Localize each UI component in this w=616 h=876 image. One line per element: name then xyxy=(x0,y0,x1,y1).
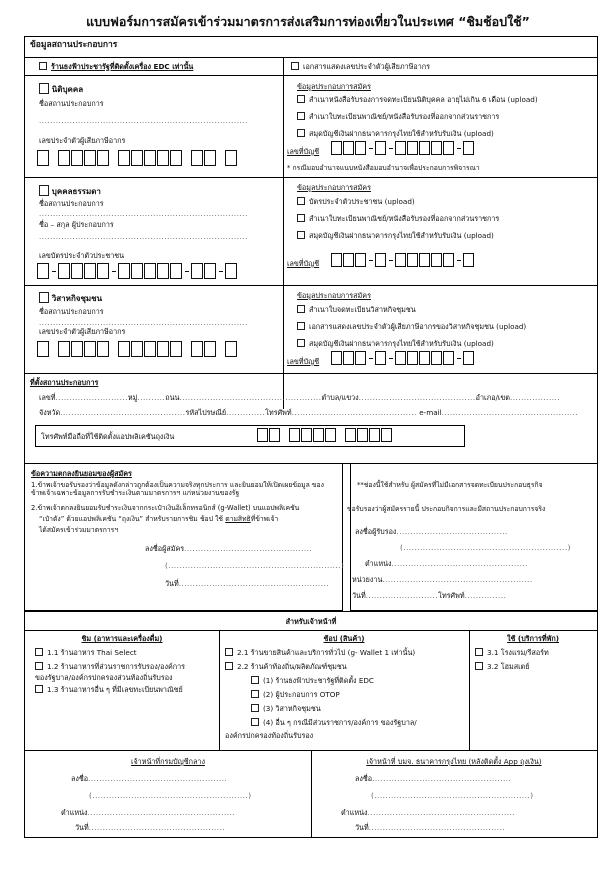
certifier-name-field[interactable]: (...........................................................) xyxy=(400,543,571,552)
subdistrict-label: ตำบล/แขวง xyxy=(321,393,359,402)
item-label: สำเนาใบทะเบียนพาณิชย์/หนังสือรับรองที่ออกจากส่วนราชการ xyxy=(309,214,500,223)
consent-item-2b xyxy=(39,515,278,523)
checkbox[interactable] xyxy=(297,322,305,330)
sign-label: ลงชื่อผู้สมัคร xyxy=(145,544,185,553)
sign-label: ลงชื่อผู้รับรอง xyxy=(355,527,397,536)
item-label: สมุดบัญชีเงินฝากธนาคารกรุงไทยใช้สำหรับรับเงิน (upload) xyxy=(309,129,494,138)
date-label: วันที่ xyxy=(352,591,366,600)
item-label: สมุดบัญชีเงินฝากธนาคารกรุงไทยใช้สำหรับรับเงิน (upload) xyxy=(309,231,494,240)
checkbox[interactable] xyxy=(297,197,305,205)
checkbox[interactable] xyxy=(39,292,49,303)
form-frame xyxy=(24,36,598,838)
checkbox[interactable] xyxy=(39,62,47,70)
item-label: (4) อื่น ๆ กรณีมีส่วนราชการ/องค์การ ของรัฐบาล/ xyxy=(263,718,417,727)
individual-name-label: ชื่อสถานประกอบการ xyxy=(39,199,104,208)
address-row-2[interactable]: จังหวัด.............................................รหัสไปรษณีย์..............โทรศัพท์............................................. e-mail................................................. xyxy=(39,408,579,417)
cgd-name-field[interactable]: (........................................................) xyxy=(89,791,252,800)
checkbox[interactable] xyxy=(251,718,259,726)
position-label: ตำแหน่ง xyxy=(61,808,88,817)
position-label: ตำแหน่ง xyxy=(365,559,392,568)
certifier-note-1: **ช่องนี้ใช้สำหรับ ผู้สมัครที่ไม่มีเอกสารจดทะเบียนประกอบธุรกิจ xyxy=(357,481,543,489)
checkbox[interactable] xyxy=(35,685,43,693)
juristic-account-boxes[interactable] xyxy=(331,141,475,155)
address-row-1[interactable]: เลขที่..........................หมู่..........ถนน...................................................ตำบล/แขวง..........................................อำเภอ/เขต.................. xyxy=(39,393,561,402)
individual-owner-label: ชื่อ – สกุล ผู้ประกอบการ xyxy=(39,220,114,229)
cgd-date[interactable]: วันที่................................................. xyxy=(75,823,226,832)
individual-id-label: เลขบัตรประจำตัวประชาชน xyxy=(39,251,125,260)
individual-owner-field[interactable]: ........................................................................... xyxy=(39,232,248,241)
option-label: เอกสารแสดงเลขประจำตัวผู้เสียภาษีอากร xyxy=(303,62,430,71)
juristic-reg-item[interactable] xyxy=(297,129,494,138)
checkbox[interactable] xyxy=(291,62,299,70)
individual-reg-title: ข้อมูลประกอบการสมัคร xyxy=(297,183,371,192)
mobile-phone-label: โทรศัพท์มือถือที่ใช้ติดตั้งแอปพลิเคชันถุงเงิน xyxy=(41,432,175,441)
date-label: วันที่ xyxy=(165,579,179,588)
option-tax-doc[interactable] xyxy=(291,62,430,71)
divider xyxy=(25,285,597,286)
divider xyxy=(219,630,220,750)
individual-reg-item[interactable] xyxy=(297,197,415,206)
house-no-label: เลขที่ xyxy=(39,393,56,402)
divider xyxy=(25,75,597,76)
use-item[interactable] xyxy=(475,648,549,657)
applicant-name-field[interactable]: (..............................................................) xyxy=(165,561,345,570)
option-label: ร้านธงฟ้าประชารัฐที่ติดตั้งเครื่อง EDC เท่านั้น xyxy=(51,62,194,71)
juristic-reg-title: ข้อมูลประกอบการสมัคร xyxy=(297,82,371,91)
ktb-officer-title: เจ้าหน้าที่ บมจ. ธนาคารกรุงไทย (หลังติดตั้ง App ถุงเงิน) xyxy=(366,757,542,766)
shop-sub-item[interactable] xyxy=(251,676,374,685)
community-name-label: ชื่อสถานประกอบการ xyxy=(39,307,104,316)
shop-sub-item[interactable] xyxy=(251,690,340,699)
checkbox[interactable] xyxy=(251,690,259,698)
officer-title: สำหรับเจ้าหน้าที่ xyxy=(285,617,337,626)
col-use-title: ใช้ (บริการที่พัก) xyxy=(507,634,559,643)
individual-name-field[interactable]: ........................................................................... xyxy=(39,209,248,218)
juristic-name-field[interactable]: ........................................................................... xyxy=(39,116,248,125)
checkbox[interactable] xyxy=(297,112,305,120)
address-title: ที่ตั้งสถานประกอบการ xyxy=(30,378,99,387)
checkbox[interactable] xyxy=(39,185,49,196)
community-account-label: เลขที่บัญชี xyxy=(287,357,320,366)
checkbox[interactable] xyxy=(35,648,43,656)
checkbox[interactable] xyxy=(297,214,305,222)
individual-title: บุคคลธรรมดา xyxy=(51,187,101,196)
email-label: e-mail xyxy=(419,408,442,417)
divider xyxy=(25,630,597,631)
ktb-name-field[interactable]: (........................................................) xyxy=(371,791,534,800)
sign-label: ลงชื่อ xyxy=(71,774,89,783)
certifier-date[interactable]: วันที่..........................โทรศัพท์............... xyxy=(352,591,507,600)
cgd-position[interactable]: ตำแหน่ง..................................................... xyxy=(61,808,236,817)
community-reg-item[interactable] xyxy=(297,339,494,348)
cgd-sign[interactable]: ลงชื่อ.................................................. xyxy=(71,774,228,783)
chim-item[interactable] xyxy=(35,648,137,657)
checkbox[interactable] xyxy=(297,95,305,103)
juristic-title: นิติบุคคล xyxy=(51,85,84,94)
checkbox[interactable] xyxy=(251,676,259,684)
phone-label: โทรศัพท์ xyxy=(438,591,465,600)
juristic-reg-item[interactable] xyxy=(297,95,538,104)
checkbox[interactable] xyxy=(475,662,483,670)
phone-label: โทรศัพท์ xyxy=(265,408,292,417)
chim-item-cont: ของรัฐบาล/องค์กรปกครองส่วนท้องถิ่นรับรอง xyxy=(35,673,173,682)
chim-item[interactable] xyxy=(35,662,185,671)
juristic-tax-label: เลขประจำตัวผู้เสียภาษีอากร xyxy=(39,136,126,145)
divider xyxy=(25,373,597,374)
item-label: (1) ร้านธงฟ้าประชารัฐที่ติดตั้ง EDC xyxy=(263,676,374,685)
divider xyxy=(25,57,597,58)
province-label: จังหวัด xyxy=(39,408,61,417)
checkbox[interactable] xyxy=(297,305,305,313)
certifier-note-2: ขอรับรองว่าผู้สมัครรายนี้ ประกอบกิจการและมีสถานประกอบการจริง xyxy=(347,505,546,513)
postcode-label: รหัสไปรษณีย์ xyxy=(185,408,227,417)
consent-text: “เป๋าตัง” ด้วยแอปพลิเคชัน “ถุงเงิน” สำหรับรายการชิม ช้อป ใช้ xyxy=(39,515,224,523)
item-label: เอกสารแสดงเลขประจำตัวผู้เสียภาษีอากรของวิสาหกิจชุมชน (upload) xyxy=(309,322,527,331)
date-label: วันที่ xyxy=(355,823,369,832)
community-reg-title: ข้อมูลประกอบการสมัคร xyxy=(297,291,371,300)
individual-account-boxes[interactable] xyxy=(331,253,475,267)
item-label: สมุดบัญชีเงินฝากธนาคารกรุงไทยใช้สำหรับรับเงิน (upload) xyxy=(309,339,494,348)
certifier-sign[interactable]: ลงชื่อผู้รับรอง........................................ xyxy=(355,527,508,536)
district-label: อำเภอ/เขต xyxy=(475,393,510,402)
checkbox[interactable] xyxy=(297,339,305,347)
item-label: 1.3 ร้านอาหารอื่น ๆ ที่มีเลขทะเบียนพาณิชย์ xyxy=(47,685,183,694)
certifier-agency[interactable]: หน่วยงาน...................................................... xyxy=(352,575,533,584)
use-item[interactable] xyxy=(475,662,529,671)
item-label: สำเนาใบจดทะเบียนวิสาหกิจชุมชน xyxy=(309,305,416,314)
option-blue-flag-shop[interactable] xyxy=(39,62,193,71)
moo-label: หมู่ xyxy=(127,393,138,402)
community-title: วิสาหกิจชุมชน xyxy=(51,294,103,303)
checkbox[interactable] xyxy=(39,83,49,94)
juristic-tax-id-boxes[interactable] xyxy=(37,150,238,166)
divider xyxy=(25,611,597,612)
shop-sub-item[interactable] xyxy=(251,704,321,713)
item-label: 2.2 ร้านค้าท้องถิ่น/ผลิตภัณฑ์ชุมชน xyxy=(237,662,347,671)
community-tax-id-boxes[interactable] xyxy=(37,341,238,357)
consent-item-2e: ได้สมัครเข้าร่วมมาตรการฯ xyxy=(39,526,119,534)
shop-item[interactable] xyxy=(225,648,415,657)
section-header: ข้อมูลสถานประกอบการ xyxy=(30,40,118,50)
divider xyxy=(469,630,470,750)
mobile-phone-boxes[interactable] xyxy=(257,428,393,442)
item-label: 3.1 โรงแรม/รีสอร์ท xyxy=(487,648,549,657)
item-label: สำเนาใบทะเบียนพาณิชย์/หนังสือรับรองที่ออกจากส่วนราชการ xyxy=(309,112,500,121)
certifier-position[interactable]: ตำแหน่ง................................................. xyxy=(365,559,528,568)
juristic-option[interactable] xyxy=(39,83,83,95)
shop-sub-item-cont: องค์กรปกครองท้องถิ่นรับรอง xyxy=(225,731,314,740)
community-tax-label: เลขประจำตัวผู้เสียภาษีอากร xyxy=(39,327,126,336)
form-title: แบบฟอร์มการสมัครเข้าร่วมมาตรการส่งเสริมการท่องเที่ยวในประเทศ “ชิมช้อปใช้” xyxy=(86,14,530,29)
divider xyxy=(283,75,284,409)
date-label: วันที่ xyxy=(75,823,89,832)
checkbox[interactable] xyxy=(35,662,43,670)
chim-item[interactable] xyxy=(35,685,183,694)
item-label: 2.1 ร้านขายสินค้าและบริการทั่วไป (g- Wallet 1 เท่านั้น) xyxy=(237,648,416,657)
road-label: ถนน xyxy=(165,393,180,402)
item-label: (3) วิสาหกิจชุมชน xyxy=(263,704,321,713)
shop-item[interactable] xyxy=(225,662,347,671)
agency-label: หน่วยงาน xyxy=(352,575,383,584)
shop-sub-item[interactable] xyxy=(251,718,417,727)
checkbox[interactable] xyxy=(475,648,483,656)
checkbox[interactable] xyxy=(297,231,305,239)
ktb-date[interactable]: วันที่................................................. xyxy=(355,823,506,832)
consent-text-underline: ตามสิทธิ xyxy=(225,515,251,523)
ktb-position[interactable]: ตำแหน่ง..................................................... xyxy=(341,808,516,817)
individual-option[interactable] xyxy=(39,185,101,197)
item-label: 3.2 โฮมสเตย์ xyxy=(487,662,530,671)
juristic-account-label: เลขที่บัญชี xyxy=(287,147,320,156)
item-label: 1.1 ร้านอาหาร Thai Select xyxy=(47,648,137,657)
col-chim-title: ชิม (อาหารและเครื่องดื่ม) xyxy=(81,634,163,643)
item-label: (2) ผู้ประกอบการ OTOP xyxy=(263,690,340,699)
divider xyxy=(25,177,597,178)
consent-title: ข้อความตกลงยินยอมของผู้สมัคร xyxy=(31,469,132,478)
individual-reg-item[interactable] xyxy=(297,214,499,223)
checkbox[interactable] xyxy=(225,662,233,670)
sign-label: ลงชื่อ xyxy=(355,774,373,783)
community-account-boxes[interactable] xyxy=(331,351,475,365)
consent-text: ที่ข้าพเจ้า xyxy=(250,515,279,523)
checkbox[interactable] xyxy=(251,704,259,712)
ktb-sign[interactable]: ลงชื่อ.................................................. xyxy=(355,774,512,783)
position-label: ตำแหน่ง xyxy=(341,808,368,817)
community-name-field[interactable]: ........................................................................... xyxy=(39,318,248,327)
item-label: บัตรประจำตัวประชาชน (upload) xyxy=(309,197,415,206)
cgd-officer-title: เจ้าหน้าที่กรมบัญชีกลาง xyxy=(131,757,205,766)
item-label: สำเนาหนังสือรับรองการจดทะเบียนนิติบุคคล อายุไม่เกิน 6 เดือน (upload) xyxy=(309,95,538,104)
community-reg-item[interactable] xyxy=(297,322,526,331)
juristic-reg-item[interactable] xyxy=(297,112,499,121)
col-shop-title: ช้อป (สินค้า) xyxy=(323,634,365,643)
individual-account-label: เลขที่บัญชี xyxy=(287,259,320,268)
checkbox[interactable] xyxy=(225,648,233,656)
juristic-name-label: ชื่อสถานประกอบการ xyxy=(39,99,104,108)
applicant-date[interactable]: วันที่...................................................... xyxy=(165,579,330,588)
individual-reg-item[interactable] xyxy=(297,231,494,240)
item-label: 1.2 ร้านอาหารที่ส่วนราชการรับรอง/องค์การ xyxy=(47,662,186,671)
applicant-sign[interactable]: ลงชื่อผู้สมัคร.............................................. xyxy=(145,544,313,553)
checkbox[interactable] xyxy=(297,129,305,137)
community-option[interactable] xyxy=(39,292,102,304)
consent-item-2a: 2.ข้าพเจ้าตกลงยินยอมรับชำระเงินจากกระเป๋าเงินอิเล็กทรอนิกส์ (g-Wallet) บนแอปพลิเคชัน xyxy=(31,504,300,512)
consent-item-1: 1.ข้าพเจ้าขอรับรองว่าข้อมูลดังกล่าวถูกต้องเป็นความจริงทุกประการ และยินยอมให้เปิดเผยข้อมูล ของข้าพเจ้าเฉพาะข้อมูลการรับชำระเงินตามมาตรการฯ แก่หน่วยงานของรัฐ xyxy=(31,481,324,498)
individual-id-boxes[interactable] xyxy=(37,263,238,279)
juristic-note: * กรณีมอบอำนาจแนบหนังสือมอบอำนาจเพื่อประกอบการพิจารณา xyxy=(287,164,480,172)
community-reg-item[interactable] xyxy=(297,305,416,314)
